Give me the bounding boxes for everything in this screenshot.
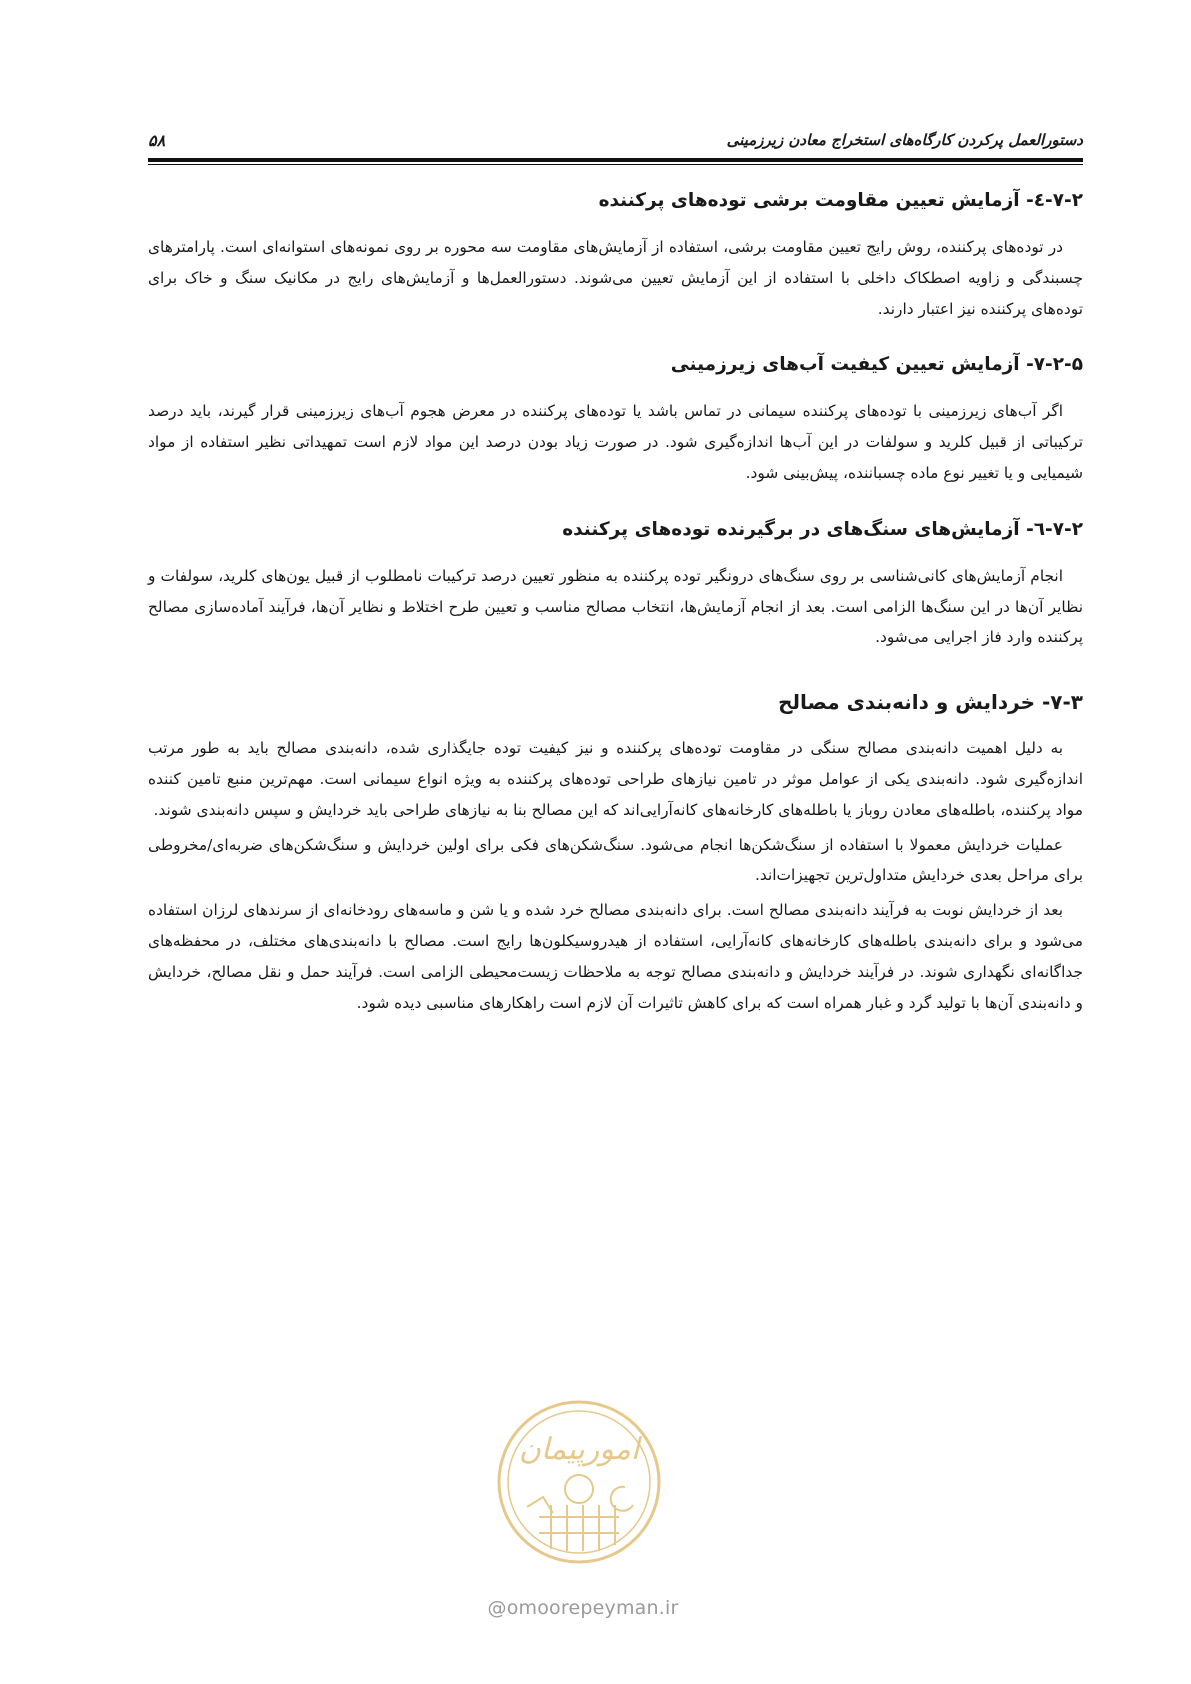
page-body <box>148 186 1083 1018</box>
section-heading: ۷-۲-۵- آزمایش تعیین کیفیت آب‌های زیرزمینی <box>670 354 1083 376</box>
section-heading: ۷-۳- خردایش و دانه‌بندی مصالح <box>778 690 1083 715</box>
paragraph: بعد از خردایش نوبت به فرآیند دانه‌بندی مصالح است. برای دانه‌بندی مصالح خرد شده و یا شن و ماسه‌های رودخانه‌ای از سرندهای لرزان استفاده می‌شود و برای دانه‌بندی باطله‌های کارخانه‌های کانه‌آرایی، استفاده از هیدروسیکلون‌ها رایج است. مصالح با دانه‌بندی‌های مختلف، در محفظه‌های جداگانه‌ای نگهداری شوند. در فرآیند خردایش و دانه‌بندی مصالح توجه به ملاحظات زیست‌محیطی الزامی است. فرآیند حمل و نقل مصالح، خردایش و دانه‌بندی آن‌ها با تولید گرد و غبار همراه است که برای کاهش تاثیرات آن لازم است راهکارهای مناسبی دیده شود. <box>148 901 1083 1012</box>
watermark-seal-logo <box>493 1397 665 1567</box>
header-rule-thick <box>148 158 1083 162</box>
paragraph: انجام آزمایش‌های کانی‌شناسی بر روی سنگ‌های درونگیر توده پرکننده به منظور تعیین درصد ترکیبات نامطلوب از قبیل یون‌های کلرید، سولفات و نظایر آن‌ها در این سنگ‌ها الزامی است. بعد از انجام آزمایش‌ها، انتخاب مصالح مناسب و تعیین طرح اختلاط و نظایر آن‌ها، فرآیند آماده‌سازی مصالح پرکننده وارد فاز اجرایی می‌شود. <box>148 566 1083 647</box>
watermark-url-text: omoorepeyman.ir <box>506 1597 679 1619</box>
running-header <box>148 131 1083 155</box>
seal-lettering: امورپیمان <box>518 1432 640 1467</box>
section-heading: ۷-۲-٦- آزمایش‌های سنگ‌های در برگیرنده توده‌های پرکننده <box>562 518 1083 540</box>
paragraph: عملیات خردایش معمولا با استفاده از سنگ‌شکن‌ها انجام می‌شود. سنگ‌شکن‌های فکی برای اولین خردایش و سنگ‌شکن‌های ضربه‌ای/مخروطی برای مراحل بعدی خردایش متداول‌ترین تجهیزات‌اند. <box>148 835 1083 885</box>
page-number: ۵۸ <box>148 131 166 150</box>
section-heading: ۷-۲-٤- آزمایش تعیین مقاومت برشی توده‌های پرکننده <box>598 190 1083 211</box>
paragraph: به دلیل اهمیت دانه‌بندی مصالح سنگی در مقاومت توده‌های پرکننده و نیز کیفیت توده جایگذاری شده، دانه‌بندی مصالح باید به طور مرتب اندازه‌گیری شود. دانه‌بندی یکی از عوامل موثر در تامین نیازهای طراحی توده‌های پرکننده به ویژه انواع سیمانی است. مهم‌ترین منبع تامین کننده مواد پرکننده، باطله‌های معادن روباز یا باطله‌های کارخانه‌های کانه‌آرایی‌اند که این مصالح بنا به نیازهای طراحی باید خردایش و سپس دانه‌بندی شوند. <box>148 739 1083 819</box>
paragraph: در توده‌های پرکننده، روش رایج تعیین مقاومت برشی، استفاده از آزمایش‌های مقاومت سه محوره بر روی نمونه‌های استوانه‌ای است. پارامترهای چسبندگی و زاویه اصطکاک داخلی با استفاده از این آزمایش تعیین می‌شوند. دستورالعمل‌ها و آزمایش‌های رایج در مکانیک سنگ و خاک برای توده‌های پرکننده نیز اعتبار دارند. <box>148 238 1083 318</box>
running-title: دستورالعمل پرکردن کارگاه‌های استخراج معادن زیرزمینی <box>726 131 1083 149</box>
at-icon: @ <box>487 1597 507 1619</box>
paragraph: اگر آب‌های زیرزمینی با توده‌های پرکننده سیمانی در تماس باشد یا توده‌های پرکننده در معرض هجوم آب‌های زیرزمینی قرار گیرند، باید درصد ترکیباتی از قبیل کلرید و سولفات در این آب‌ها اندازه‌گیری شود. در صورت زیاد بودن درصد این مواد لازم است تمهیداتی نظیر استفاده از مواد شیمیایی و یا تغییر نوع ماده چسباننده، پیش‌بینی شود. <box>148 402 1083 482</box>
watermark-url <box>468 1597 698 1619</box>
header-rule-thin <box>148 164 1083 165</box>
